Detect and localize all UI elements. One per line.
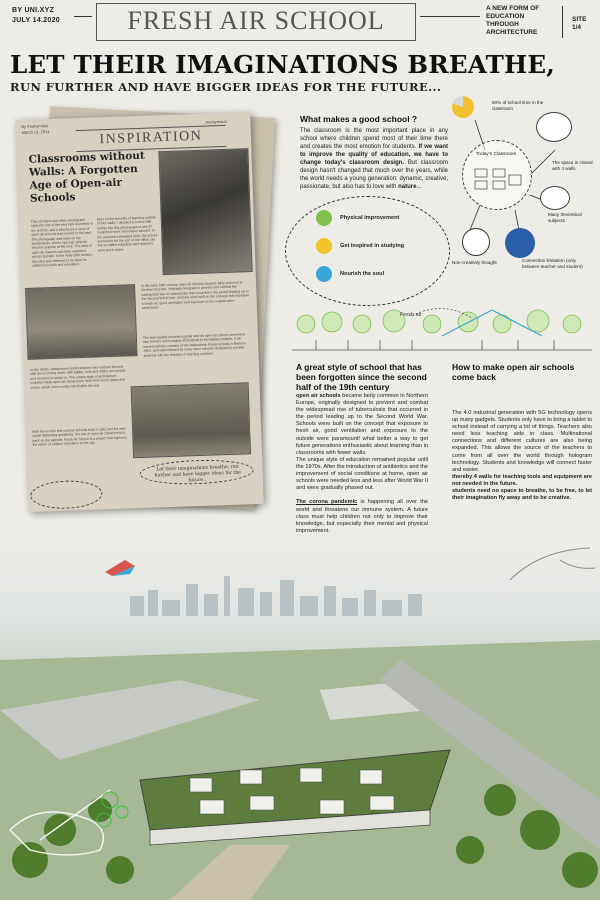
newspaper-author: By Anonymous — [21, 123, 49, 130]
how-to-emphasis: students need no space to breathe, to be free, to let their imagination fly away and to be creative. — [452, 488, 592, 502]
good-school-emphasis: If we want to improve the quality of education, we have to change today's classroom design. — [300, 144, 448, 166]
newspaper-meta: Anonymous — [205, 118, 227, 125]
brain-head-icon — [462, 228, 490, 256]
good-school-title: What makes a good school ? — [300, 114, 418, 124]
tree-icon — [316, 210, 332, 226]
main-headline: LET THEIR IMAGINATIONS BREATHE, — [10, 50, 555, 79]
newspaper-column: In the early 20th century, open air schools became fairly common in Northern Europe, originally designed to prevent and combat the widespread rise of tuberculosis that occurred in the period leading up to the Second World War. Schools were built on the concept that exposure to fresh air, good ventilation and exposure to the outside were paramount. — [141, 280, 250, 310]
forgotten-style-lead: open air schools — [296, 393, 341, 399]
newspaper-masthead: INSPIRATION — [76, 125, 227, 152]
newspaper-headline: Classrooms without Walls: A Forgotten Age of Open-air Schools — [28, 149, 145, 205]
pie-label: 80% of school time in the classroom — [492, 100, 544, 111]
main-subheadline: RUN FURTHER AND HAVE BIGGER IDEAS FOR THE FUTURE... — [10, 80, 442, 94]
todays-classroom-circle — [462, 140, 532, 210]
good-school-text: But classroom design hasn't changed that much over the years, while the world needs a young generation: dynamic, creative, passionate, but also has to love with — [300, 160, 449, 190]
forgotten-style-title: A great style of school that has been forgotten since the second half of the 19th century — [296, 362, 427, 392]
good-school-body — [300, 127, 448, 191]
sketch-outline — [30, 479, 103, 509]
how-to-body — [452, 410, 592, 502]
network-icon — [505, 228, 535, 258]
how-to-title: How to make open air schools come back — [452, 362, 575, 382]
poster-header — [0, 0, 600, 46]
newspaper-date: March 13, 2014 — [21, 129, 50, 136]
header-rule-left — [74, 16, 92, 17]
good-school-text: The classroom is the most important place in any school where children spend most of their time there and creates the most emotion for students. — [300, 128, 448, 150]
cube-icon — [536, 112, 572, 142]
tagline-line: THROUGH — [486, 21, 519, 28]
aim-soul: Nourish the soul — [340, 271, 385, 277]
newspaper-caption: Let their imaginations breathe, run further and have bigger ideas for the future... — [154, 464, 242, 484]
tagline-line: EDUCATION — [486, 13, 525, 20]
closed-walls-label: The space is closed with 4 walls — [552, 160, 593, 171]
good-school-emphasis: nature — [398, 184, 417, 190]
site-number: 1/4 — [572, 24, 582, 31]
good-school-text: ... — [416, 184, 422, 190]
forgotten-style-text: became fairly common in Northern Europe, originally designed to prevent and combat the widespread rise of tuberculosis that occurred in the period leading up to the Second World War. Schools were built on the concept that exposure to fresh air, good ventilation and exposure to the outside were paramount! what better a way to get future generations enthusiastic about learning than in classrooms with fewer walls. — [296, 393, 428, 456]
theoretical-subjects-label: Many theoretical subjects — [548, 212, 582, 223]
site-indicator — [572, 16, 586, 32]
books-icon — [540, 186, 570, 210]
flower-icon — [316, 266, 332, 282]
classroom-photo — [158, 148, 252, 275]
aim-inspired: Get inspired in studying — [340, 243, 405, 249]
forgotten-style-text: The unique style of education remained popular until the 1970s. After the introduction of antibiotics and the improvement of social conditions at home, open air schools were needed less and less after World War II and were gradually phased out. — [296, 456, 428, 492]
hand-sketch-icon — [500, 540, 600, 590]
how-to-emphasis: thereby 4 walls for teaching tools and equipment are not needed in the future. — [452, 473, 592, 487]
inspiration-newspaper — [15, 112, 264, 512]
how-to-text: The 4.0 industrial generation with 5G technology opens up many gadgets. Students only have to bring a tablet to school instead of carrying a lot of things. Teachers also need less teaching aids in class. Multinational connections and different cultures are also being expanded. This allows the source of the teachers to come from all over the world through hologram technology. Students and knowledge will connect faster and easier. — [452, 410, 592, 473]
aerial-site-render — [0, 540, 600, 900]
byline-author: BY UNI.XYZ — [12, 7, 55, 14]
byline-date: JULY 14.2020 — [12, 17, 60, 24]
book-icon — [316, 238, 332, 254]
todays-classroom-label: Today's Classroom — [476, 152, 517, 157]
connection-limitation-label: Connection limitation (only between teacher and student) — [522, 258, 583, 269]
forgotten-style-body — [296, 393, 428, 535]
forgotten-style-text: is happening all over the world and threatens our immune system. A future class must help children not only to improve their knowledge, but especially their mental and physical improvement. — [296, 499, 428, 534]
newspaper-column: The idea quickly became popular and an open air school movement was formed, encouraging all students to be healthy children. It all started with the creation of the Waldschule (forest school) in Berlin in 1904, and was followed by many other schools designed to provide students with the freedom of learning outdoors. — [142, 332, 247, 358]
aim-physical: Physical improvement — [340, 215, 400, 221]
kite-icon — [100, 552, 140, 582]
tagline-line: ARCHITECTURE — [486, 29, 538, 36]
fresh-air-sketch — [292, 296, 592, 356]
poster-title: FRESH AIR SCHOOL — [96, 3, 416, 41]
newspaper-column: Born on the benefits of learning outside of four walls, I decided to look a little further into this photograph to see if I could find more information about it. In the sessions presented here, the school seemed to be the sort of the office, but the so-called education and teachers were put in place. — [96, 215, 158, 253]
outdoor-class-photo — [25, 284, 137, 360]
tagline-line: A NEW FORM OF — [486, 5, 540, 12]
site-label: SITE — [572, 16, 587, 23]
newspaper-column: With the world's first outdoor schools back in play and the new social distancing guidelines, the use of open-air classrooms is back on the agenda; Fresh Air School is a project that explores the return of outdoor education to the city. — [32, 426, 127, 448]
newspaper-column: In the 1920s, classrooms could transform into outdoor lessons with doors sliding down; with tables, rods and chairs set outside and benches to study on. The unique style of architecture included these open-air classrooms, built from wood, glass and cotton, which were mostly rebuilt after the war. — [29, 364, 126, 390]
schoolyard-photo — [131, 382, 251, 458]
header-divider — [562, 6, 563, 38]
header-tagline — [486, 5, 539, 37]
drawing-hand-icon — [0, 760, 150, 900]
corona-lead: The corona pandemic — [296, 499, 358, 506]
header-rule-right — [420, 16, 480, 17]
byline — [12, 6, 60, 26]
aims-dashed-ring — [285, 196, 450, 306]
non-creativity-label: Non-creativity thought — [452, 260, 497, 265]
newspaper-column: This old black and white photograph captures one of the very rare moments in the archive, and it introduces a story of open-air schools that existed in the past. The photograph was taken in the Netherlands, where open-air schools became popular at the time. The idea of open-air classes was later extended across Europe. In the early 20th century, this idea was believed to be ideal for children's health and education. — [30, 217, 93, 268]
fresh-air-label: Fresh air — [400, 312, 422, 318]
